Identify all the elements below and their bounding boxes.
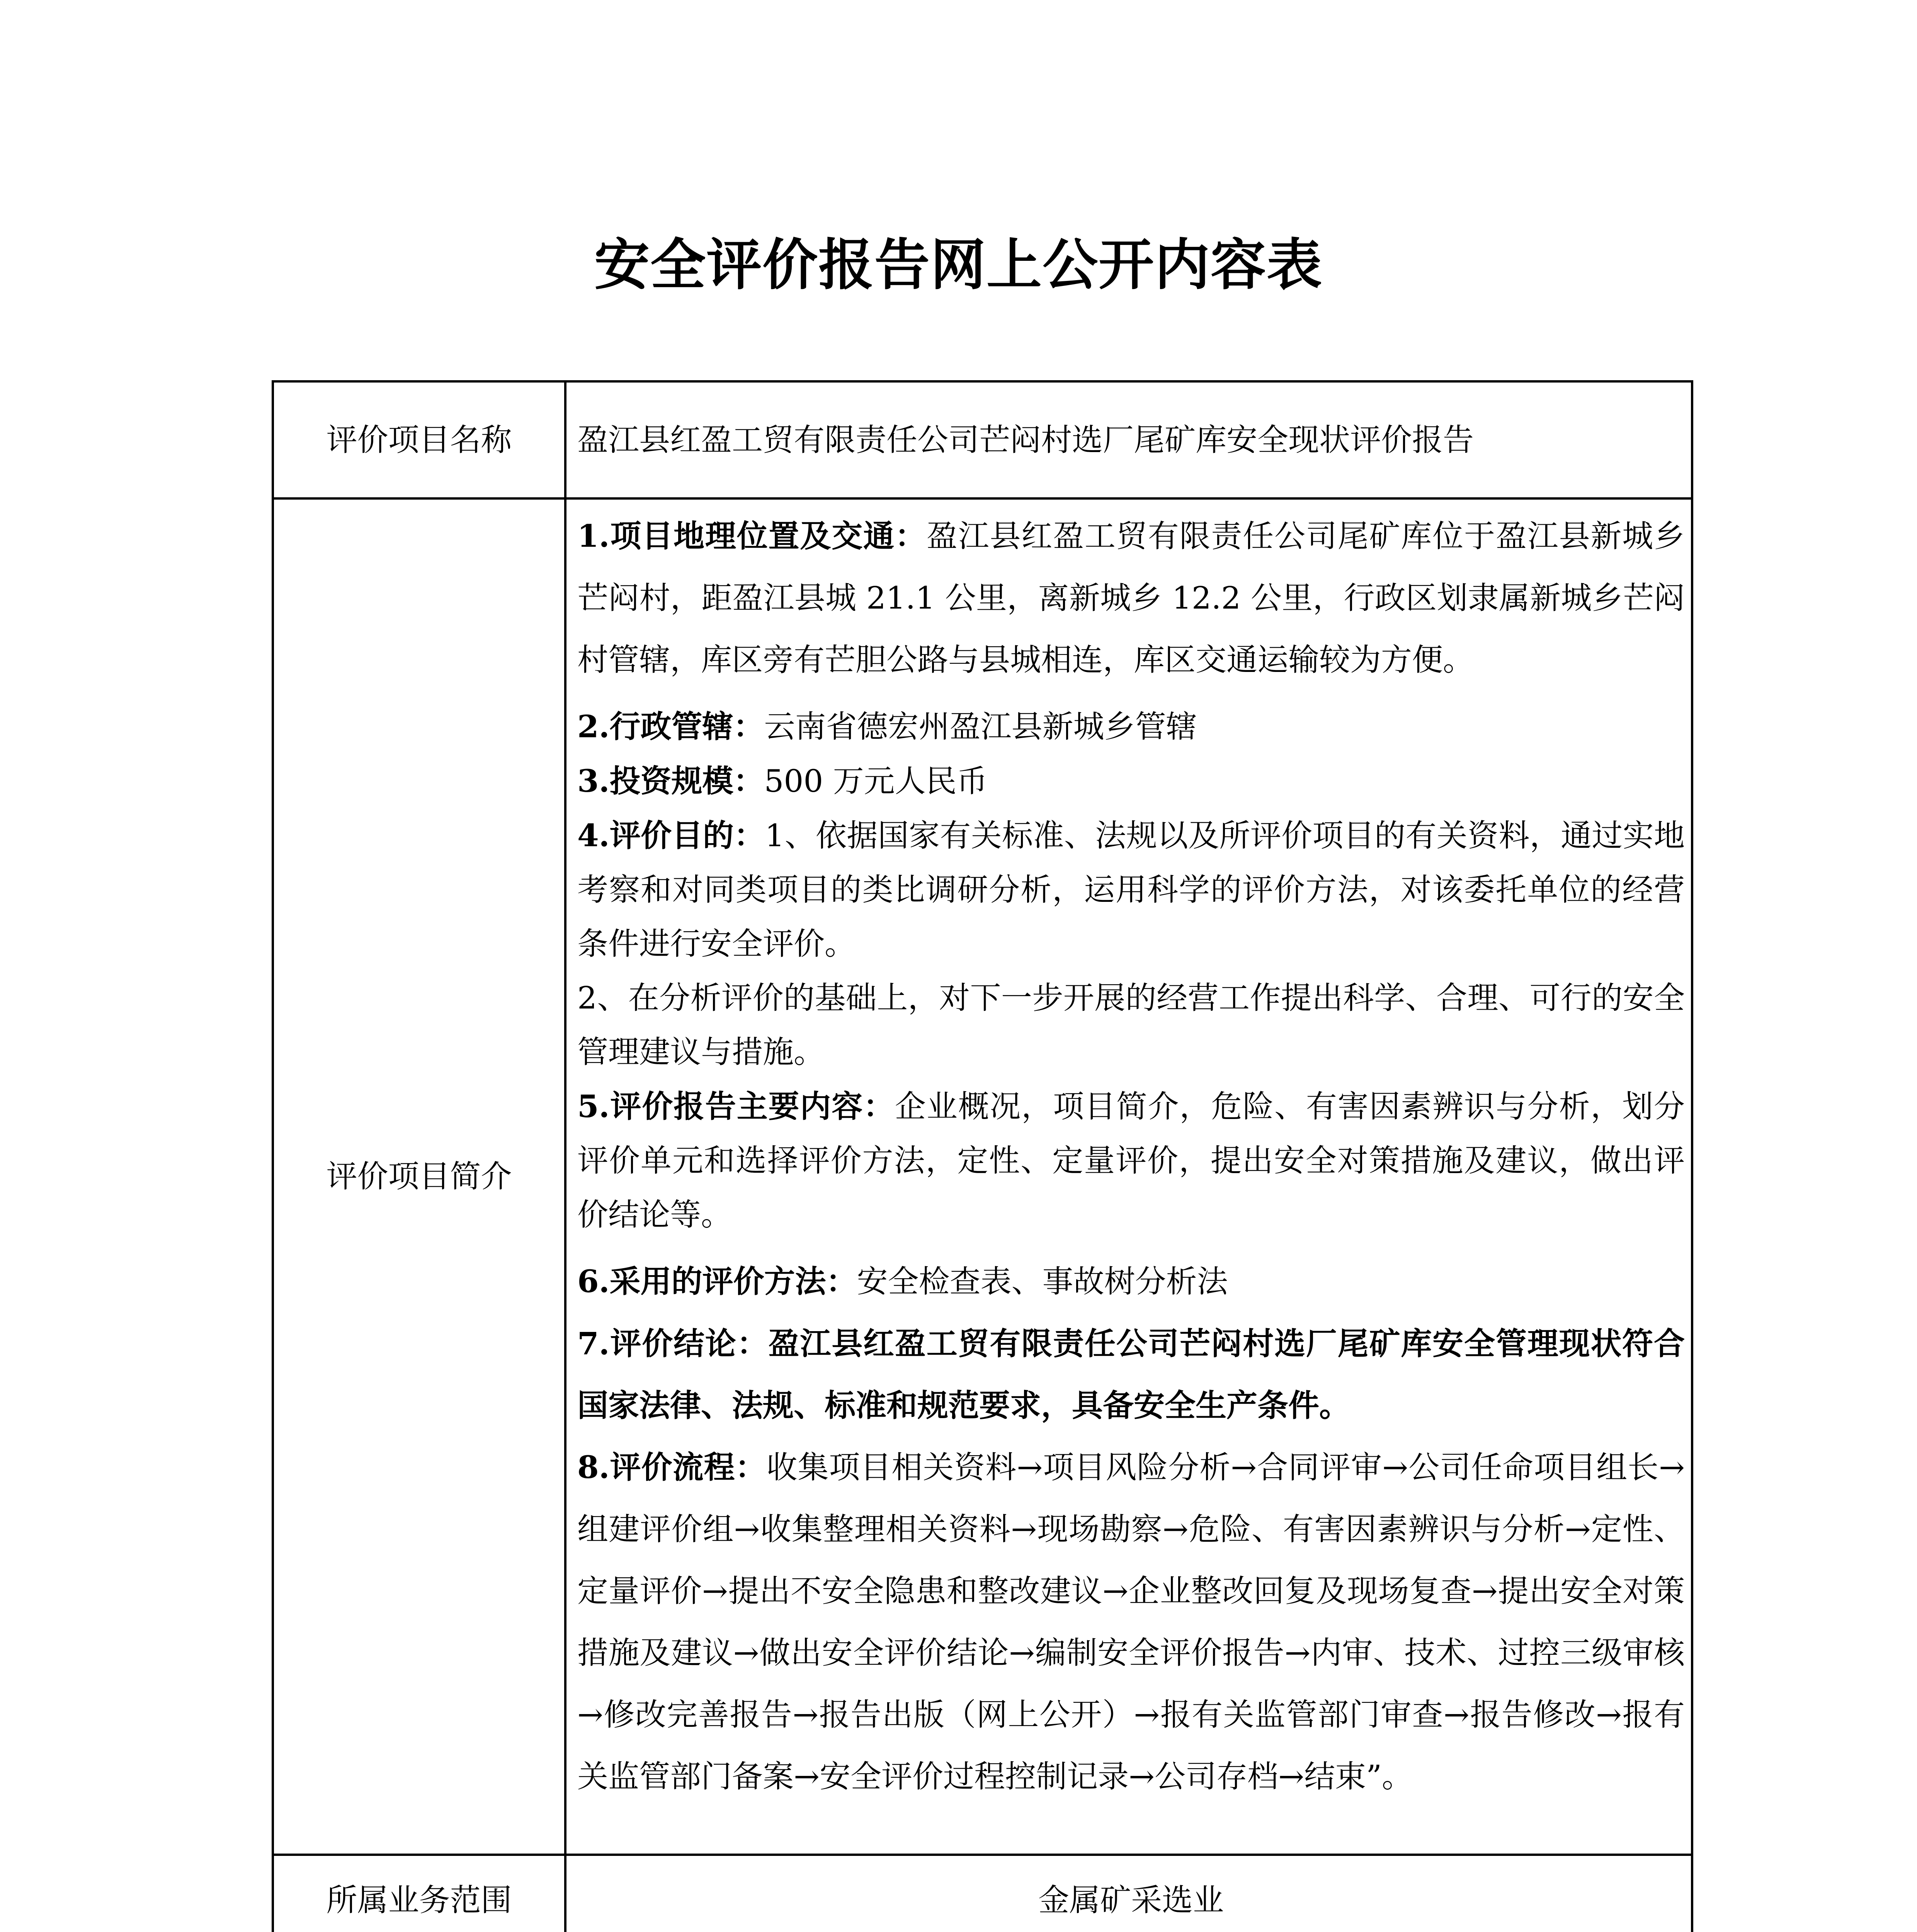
- intro-investment: 3.投资规模：500 万元人民币: [577, 763, 988, 799]
- page-title: 安全评价报告网上公开内容表: [594, 232, 1323, 297]
- report-table: [274, 383, 1693, 1932]
- intro-methods: 6.采用的评价方法：安全检查表、事故树分析法: [577, 1263, 1228, 1299]
- project-intro-content: [565, 498, 1693, 1855]
- intro-jurisdiction: 2.行政管辖：云南省德宏州盈江县新城乡管辖: [577, 708, 1197, 745]
- project-name-label: 评价项目名称: [274, 383, 565, 498]
- intro-location: 1.项目地理位置及交通：盈江县红盈工贸有限责任公司尾矿库位于盈江县新城乡芒闷村，距盈江县城 21.1 公里，离新城乡 12.2 公里，行政区划隶属新城乡芒闷村管辖，库区旁有芒胆公路与县城相连，库区交通运输较为方便。: [577, 518, 1685, 678]
- project-name-value: 盈江县红盈工贸有限责任公司芒闷村选厂尾矿库安全现状评价报告: [565, 383, 1693, 498]
- row-project-name: [274, 383, 1693, 498]
- intro-purpose: 4.评价目的：1、依据国家有关标准、法规以及所评价项目的有关资料，通过实地考察和对同类项目的类比调研分析，运用科学的评价方法，对该委托单位的经营条件进行安全评价。: [577, 817, 1685, 962]
- business-scope-label: 所属业务范围: [274, 1855, 565, 1932]
- intro-process: 8.评价流程：收集项目相关资料→项目风险分析→合同评审→公司任命项目组长→组建评价组→收集整理相关资料→现场勘察→危险、有害因素辨识与分析→定性、定量评价→提出不安全隐患和整改建议→企业整改回复及现场复查→提出安全对策措施及建议→做出安全评价结论→编制安全评价报告→内审、技术、过控三级审核→修改完善报告→报告出版（网上公开）→报有关监管部门审查→报告修改→报有关监管部门备案→安全评价过程控制记录→公司存档→结束”。: [577, 1449, 1685, 1794]
- row-business-scope: [274, 1855, 1693, 1932]
- project-intro-label: 评价项目简介: [274, 498, 565, 1855]
- intro-main-content: 5.评价报告主要内容：企业概况，项目简介，危险、有害因素辨识与分析，划分评价单元和选择评价方法，定性、定量评价，提出安全对策措施及建议，做出评价结论等。: [577, 1088, 1685, 1233]
- business-scope-value: 金属矿采选业: [565, 1855, 1693, 1932]
- report-table-frame: [272, 380, 1693, 1932]
- intro-conclusion: 7.评价结论：盈江县红盈工贸有限责任公司芒闷村选厂尾矿库安全管理现状符合国家法律、法规、标准和规范要求，具备安全生产条件。: [577, 1325, 1685, 1423]
- row-project-intro: [274, 498, 1693, 1855]
- intro-purpose-2: 2、在分析评价的基础上，对下一步开展的经营工作提出科学、合理、可行的安全管理建议与措施。: [577, 980, 1685, 1070]
